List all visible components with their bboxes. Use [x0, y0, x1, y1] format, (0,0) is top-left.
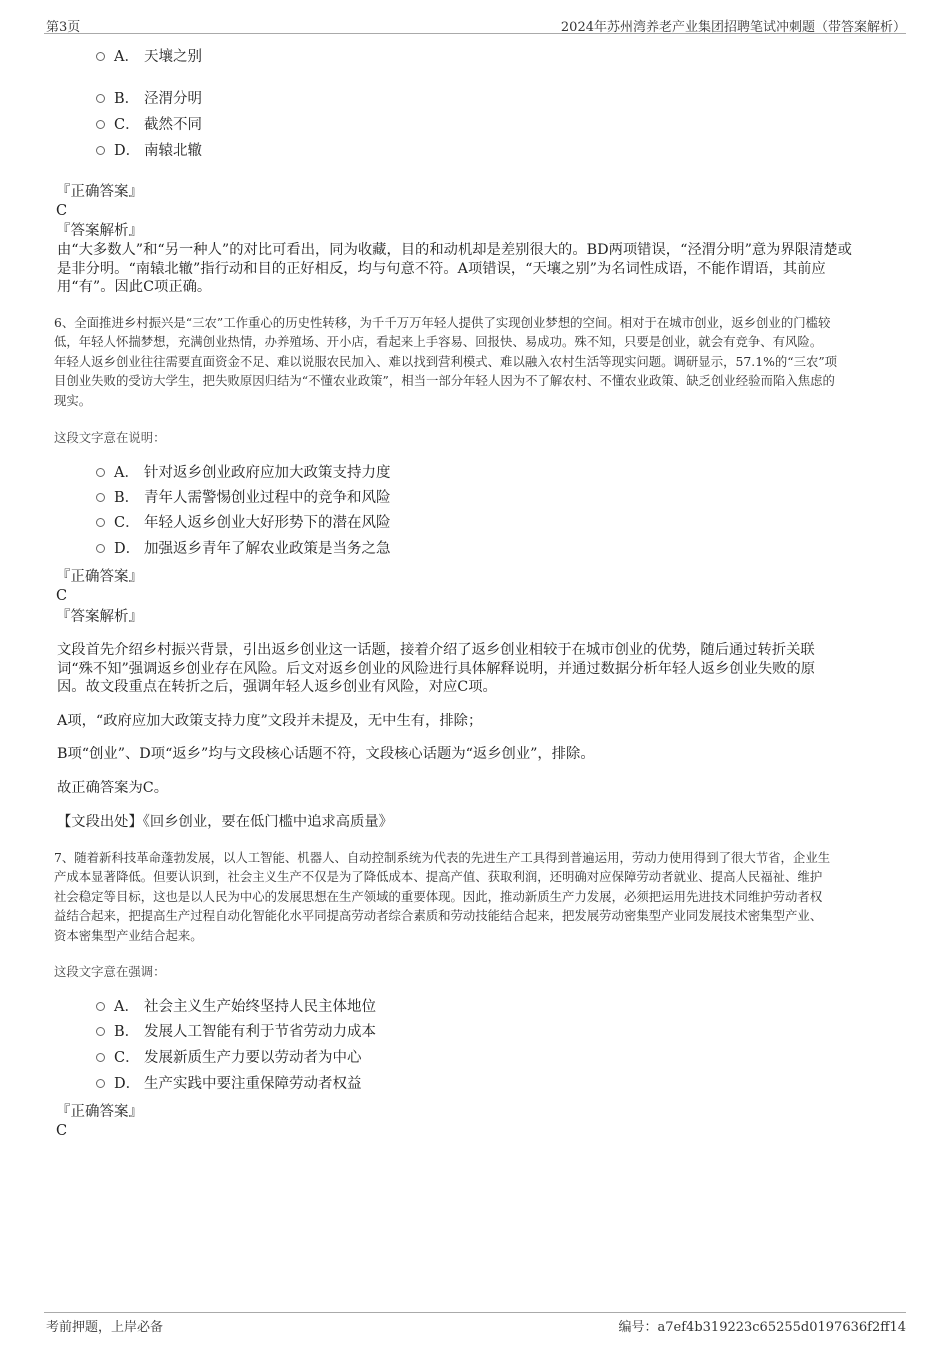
q7-option-d[interactable]: D． 生产实践中要注重保障劳动者权益 [96, 1074, 362, 1094]
q5-analysis: 由“大多数人”和“另一种人”的对比可看出，同为收藏，目的和动机却是差别很大的。BD两项错误，“泾渭分明”意为界限清楚或 是非分明。“南辕北辙”指行动和目的正好相反，均与句意不符。A项错误，“天壤之别”为名词性成语，不能作谓语，其前应 用“有”。因此C项正确。 [57, 242, 852, 295]
page-header [44, 14, 906, 34]
document-id: 编号：a7ef4b319223c65255d0197636f2ff14 [618, 1320, 906, 1335]
q6-conclusion: 故正确答案为C。 [57, 780, 169, 796]
q5-option-d[interactable]: D． 南辕北辙 [96, 141, 202, 161]
radio-icon[interactable] [96, 1079, 105, 1088]
q5-analysis-label: 『答案解析』 [56, 223, 143, 239]
q7-option-b[interactable]: B． 发展人工智能有利于节省劳动力成本 [96, 1022, 376, 1042]
q7-option-c[interactable]: C． 发展新质生产力要以劳动者为中心 [96, 1048, 362, 1068]
radio-icon[interactable] [96, 52, 105, 61]
document-title: 2024年苏州湾养老产业集团招聘笔试冲刺题（带答案解析） [560, 20, 906, 35]
radio-icon[interactable] [96, 468, 105, 477]
q6-analysis-label: 『答案解析』 [56, 609, 143, 625]
page-footer [44, 1312, 906, 1334]
q6-option-d[interactable]: D． 加强返乡青年了解农业政策是当务之急 [96, 539, 391, 559]
radio-icon[interactable] [96, 544, 105, 553]
q6-option-a[interactable]: A． 针对返乡创业政府应加大政策支持力度 [96, 463, 391, 483]
q6-analysis-a: A项，“政府应加大政策支持力度”文段并未提及，无中生有，排除； [57, 713, 483, 729]
q7-stem: 这段文字意在强调： [54, 964, 166, 979]
radio-icon[interactable] [96, 120, 105, 129]
q7-question-text: 7、随着新科技革命蓬勃发展，以人工智能、机器人、自动控制系统为代表的先进生产工具得到普遍运用，劳动力使用得到了很大节省，企业生 产成本显著降低。但要认识到，社会主义生产不仅是为了降低成本、提高产值、获取利润，还明确对应保障劳动者就业、提高人民福祉、维护 社会稳定等目标，这也是以人民为中心的发展思想在生产领域的重要体现。因此，推动新质生产力发展，必须把运用先进技术同维护劳动者权 益结合起来，把提高生产过程自动化智能化水平同提高劳动者综合素质和劳动技能结合起来，把发展劳动密集型产业同发展技术密集型产业、 资本密集型产业结合起来。 [54, 850, 831, 943]
radio-icon[interactable] [96, 94, 105, 103]
q5-answer-label: 『正确答案』 [56, 184, 143, 200]
q7-answer-label: 『正确答案』 [56, 1104, 143, 1120]
q5-answer: C [56, 203, 68, 219]
radio-icon[interactable] [96, 1002, 105, 1011]
q6-option-c[interactable]: C． 年轻人返乡创业大好形势下的潜在风险 [96, 513, 391, 533]
footer-slogan: 考前押题，上岸必备 [46, 1320, 164, 1335]
page-number: 第3页 [46, 20, 81, 35]
q7-answer: C [56, 1123, 68, 1139]
q6-analysis-bd: B项“创业”、D项“返乡”均与文段核心话题不符，文段核心话题为“返乡创业”，排除。 [57, 746, 595, 762]
q7-option-a[interactable]: A． 社会主义生产始终坚持人民主体地位 [96, 997, 376, 1017]
q6-source: 【文段出处】《回乡创业，要在低门槛中追求高质量》 [57, 814, 393, 830]
radio-icon[interactable] [96, 146, 105, 155]
q6-question-text: 6、全面推进乡村振兴是“三农”工作重心的历史性转移，为千千万万年轻人提供了实现创业梦想的空间。相对于在城市创业，返乡创业的门槛较 低，年轻人怀揣梦想，充满创业热情，办养殖场、开小店，看起来上手容易、回报快、易成功。殊不知，只要是创业，就会有竞争、有风险。 年轻人返乡创业往往需要直面资金不足、难以说服农民加入、难以找到营利模式、难以融入农村生活等现实问题。调研显示，57.1%的“三农”项 目创业失败的受访大学生，把失败原因归结为“不懂农业政策”，相当一部分年轻人因为不了解农村、不懂农业政策、缺乏创业经验而陷入焦虑的 现实。 [54, 315, 838, 408]
q5-option-b[interactable]: B． 泾渭分明 [96, 89, 202, 109]
q6-answer-label: 『正确答案』 [56, 569, 143, 585]
q6-analysis: 文段首先介绍乡村振兴背景，引出返乡创业这一话题，接着介绍了返乡创业相较于在城市创业的优势，随后通过转折关联 词“殊不知”强调返乡创业存在风险。后文对返乡创业的风险进行具体解释说明，并通过数据分析年轻人返乡创业失败的原 因。故文段重点在转折之后，强调年轻人返乡创业有风险，对应C项。 [57, 642, 816, 695]
radio-icon[interactable] [96, 493, 105, 502]
q6-option-b[interactable]: B． 青年人需警惕创业过程中的竞争和风险 [96, 488, 391, 508]
radio-icon[interactable] [96, 1053, 105, 1062]
radio-icon[interactable] [96, 518, 105, 527]
q6-stem: 这段文字意在说明： [54, 430, 166, 445]
q5-option-c[interactable]: C． 截然不同 [96, 115, 202, 135]
q5-option-a[interactable]: A． 天壤之别 [96, 47, 202, 67]
q6-answer: C [56, 588, 68, 604]
radio-icon[interactable] [96, 1027, 105, 1036]
